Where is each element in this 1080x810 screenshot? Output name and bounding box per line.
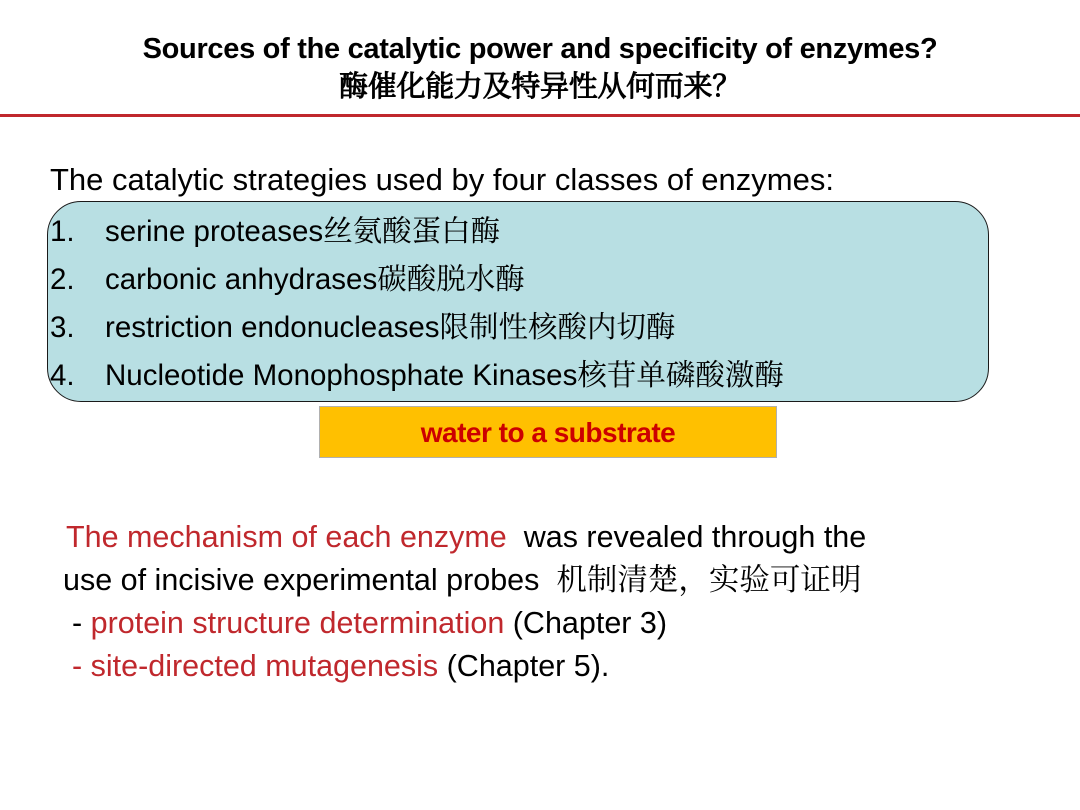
probe-structure-label: protein structure determination (90, 606, 505, 640)
enzyme-classes-list (50, 208, 784, 400)
probe-mutagenesis-label: - site-directed mutagenesis (72, 649, 439, 683)
probe-mutagenesis-ref: (Chapter 5). (438, 649, 610, 683)
title-divider (0, 114, 1080, 117)
mechanism-line-1 (66, 516, 866, 559)
list-item-label: serine proteases丝氨酸蛋白酶 (105, 215, 501, 248)
probe-structure-dash: - (72, 606, 91, 640)
list-item-number: 4. (50, 359, 75, 392)
mechanism-line-2: use of incisive experimental probes 机制清楚，实验可证明 (63, 563, 862, 597)
list-item-number: 1. (50, 215, 75, 248)
probe-mutagenesis (72, 645, 866, 688)
mechanism-line-1-rest: was revealed through the (506, 520, 867, 554)
slide-title (0, 30, 1080, 106)
probe-structure-ref: (Chapter 3) (504, 606, 668, 640)
slide-title-english: Sources of the catalytic power and specificity of enzymes? (142, 33, 938, 65)
list-item-number: 2. (50, 263, 75, 296)
mechanism-paragraph (63, 516, 867, 688)
list-item (50, 256, 784, 304)
list-item-label: restriction endonucleases限制性核酸内切酶 (105, 311, 676, 344)
list-item-label: carbonic anhydrases碳酸脱水酶 (105, 263, 525, 296)
list-item (50, 208, 784, 256)
mechanism-lead: The mechanism of each enzyme (66, 520, 507, 554)
slide-title-chinese: 酶催化能力及特异性从何而来？ (339, 71, 741, 103)
intro-text: The catalytic strategies used by four classes of enzymes: (50, 162, 834, 197)
list-item (50, 304, 784, 352)
probe-structure (72, 602, 866, 645)
list-item (50, 352, 784, 400)
list-item-number: 3. (50, 311, 75, 344)
list-item-label: Nucleotide Monophosphate Kinases核苷单磷酸激酶 (105, 359, 784, 392)
water-callout: water to a substrate (319, 406, 777, 458)
